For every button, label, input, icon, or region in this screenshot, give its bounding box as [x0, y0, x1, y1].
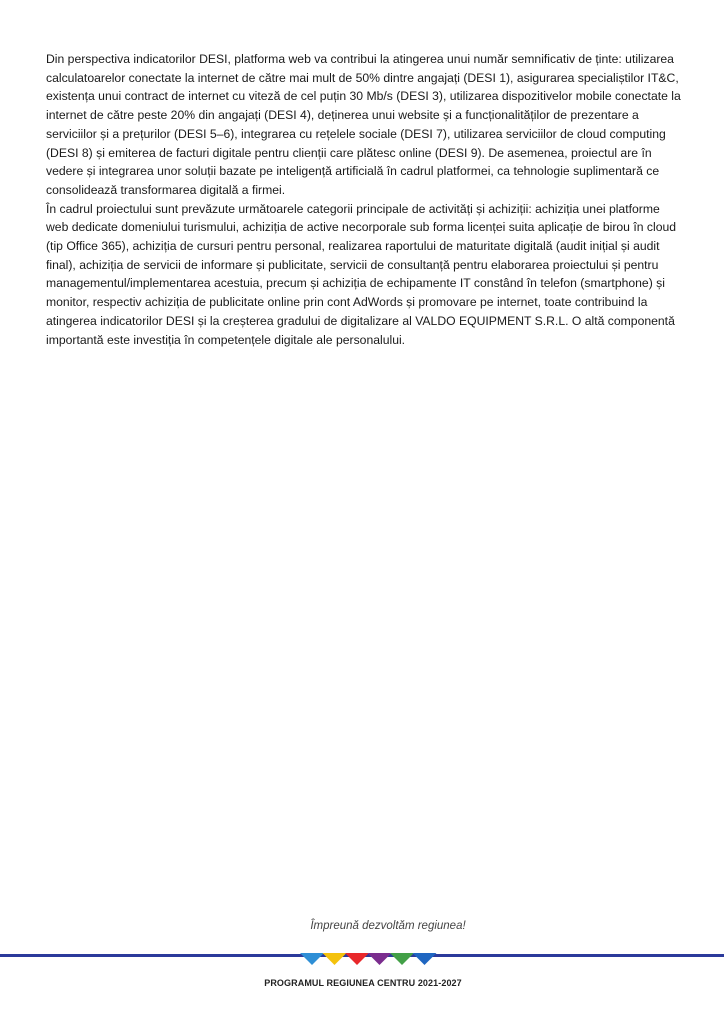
- logo-triangle: [300, 953, 324, 965]
- paragraph-project-activities: În cadrul proiectului sunt prevăzute următoarele categorii principale de activități și achiziții: achiziția unei platforme web dedicate domeniului turismului, achiziția de active necorporale sub forma licenței suita aplicație de birou în cloud (tip Office 365), achiziția de cursuri pentru personal, realizarea raportului de maturitate digitală (audit inițial și audit final), achiziția de servicii de informare și publicitate, servicii de consultanță pentru elaborarea proiectului și pentru managementul/implementarea acestuia, precum și achiziția de echipamente IT constând în telefon (smartphone) și monitor, respectiv achiziția de publicitate online prin cont AdWords și promovare pe internet, toate contribuind la atingerea indicatorilor DESI și la creșterea gradului de digitalizare al VALDO EQUIPMENT S.R.L. O altă componentă importantă este investiția în competențele digitale ale personalului.: [46, 201, 677, 347]
- footer-logo-band: [0, 948, 724, 968]
- logo-triangle: [390, 953, 414, 965]
- logo-triangle: [368, 953, 392, 965]
- paragraph-desi-indicators: Din perspectiva indicatorilor DESI, platforma web va contribui la atingerea unui număr semnificativ de ținte: utilizarea calculatoarelor conectate la internet de către mai mult de 50% dintre angajați (DESI 1), asigurarea specialiștilor IT&C, existența unui contract de internet cu viteză de cel puțin 30 Mb/s (DESI 3), utilizarea dispozitivelor mobile conectate la internet de către peste 20% din angajați (DESI 4), deținerea unui website și a funcționalităților de prezentare a serviciilor și a prețurilor (DESI 5–6), integrarea cu rețelele sociale (DESI 7), utilizarea serviciilor de cloud computing (DESI 8) și emiterea de facturi digitale pentru clienții care plătesc online (DESI 9). De asemenea, proiectul are în vedere și integrarea unor soluții bazate pe inteligență artificială în cadrul platformei, ca tehnologie suplimentară ce consolidează transformarea digitală a firmei.: [46, 52, 681, 197]
- footer-slogan: [0, 920, 724, 932]
- logo-triangle: [323, 953, 347, 965]
- logo-triangle: [345, 953, 369, 965]
- footer-program: [0, 978, 724, 988]
- logo-triangle: [413, 953, 437, 965]
- footer-program-title: PROGRAMUL REGIUNEA CENTRU 2021-2027: [264, 978, 462, 988]
- footer-slogan-text: Împreună dezvoltăm regiunea!: [310, 920, 466, 932]
- document-body: [46, 50, 682, 349]
